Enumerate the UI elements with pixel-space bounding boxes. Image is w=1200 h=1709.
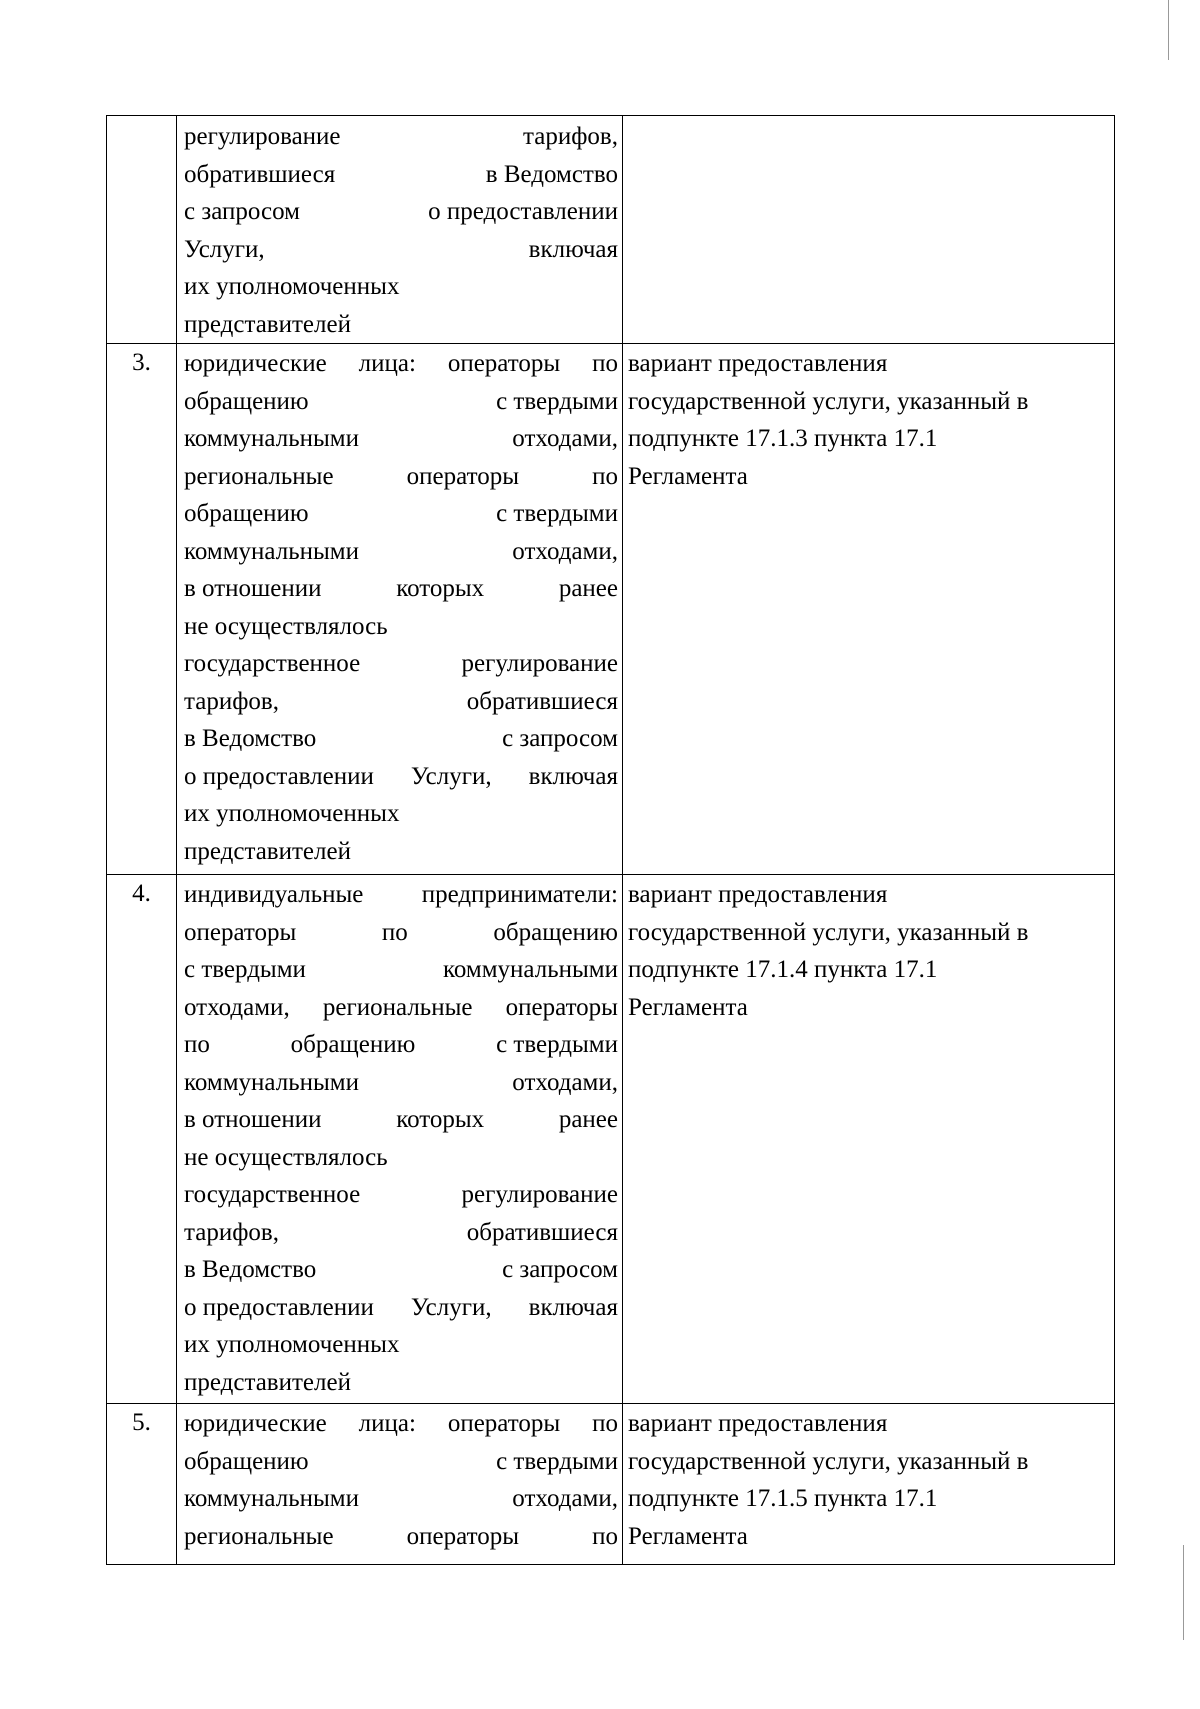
description-word: включая	[528, 762, 618, 790]
description-line	[184, 458, 618, 496]
description-word: региональные	[184, 1522, 334, 1550]
description-line	[184, 570, 618, 608]
description-word: о предоставлении	[184, 762, 374, 790]
row-number	[107, 116, 177, 344]
description-word: включая	[528, 1293, 618, 1321]
description-line	[184, 1251, 618, 1289]
service-variant-cell	[623, 875, 1115, 1404]
description-word: ранее	[558, 575, 618, 602]
description-word: отходами,	[184, 993, 290, 1021]
table-row	[107, 1404, 1115, 1565]
description-word: операторы	[184, 918, 297, 946]
description-word: регулирование	[461, 650, 618, 677]
description-word: представителей	[184, 1368, 351, 1396]
description-line	[184, 193, 618, 231]
applicant-description-cell	[177, 875, 623, 1404]
variant-line: государственной услуги, указанный в	[628, 1447, 1029, 1475]
description-word: Услуги,	[410, 1293, 492, 1321]
description-line	[184, 383, 618, 421]
description-line	[184, 156, 618, 194]
description-word: с запросом	[184, 198, 300, 225]
description-word: по	[592, 462, 618, 490]
description-word: с твердыми	[496, 1031, 618, 1058]
description-word: регулирование	[184, 123, 341, 150]
description-line	[184, 533, 618, 571]
service-variant-cell	[623, 116, 1115, 344]
description-line	[184, 1176, 618, 1214]
description-word: в Ведомство	[184, 1256, 317, 1283]
description-word: с запросом	[502, 725, 618, 752]
description-word: представителей	[184, 310, 351, 338]
variant-line: вариант предоставления	[628, 1410, 888, 1437]
description-word: юридические	[184, 350, 327, 377]
description-line	[184, 683, 618, 721]
description-word: в Ведомство	[485, 160, 618, 188]
description-word: обратившиеся	[466, 1218, 618, 1246]
description-line	[184, 876, 618, 914]
description-word: включая	[528, 235, 618, 263]
description-word: обращению	[184, 387, 309, 415]
description-line	[184, 833, 618, 871]
description-line	[184, 345, 618, 383]
description-word: операторы	[406, 462, 519, 490]
description-word: обратившиеся	[184, 160, 336, 188]
variant-line: подпункте 17.1.3 пункта 17.1	[628, 425, 938, 452]
description-line	[184, 758, 618, 796]
description-word: региональные	[184, 462, 334, 490]
description-word: не осуществлялось	[184, 1143, 388, 1171]
variant-line: вариант предоставления	[628, 881, 888, 908]
description-line	[184, 989, 618, 1027]
description-word: по	[184, 1031, 210, 1058]
description-line	[184, 1364, 618, 1402]
description-word: индивидуальные	[184, 881, 364, 908]
variant-line: вариант предоставления	[628, 350, 888, 377]
description-word: отходами,	[512, 1485, 618, 1512]
description-word: отходами,	[512, 537, 618, 565]
description-word: с твердыми	[496, 1447, 618, 1475]
description-word: по	[592, 1410, 618, 1437]
description-word: которых	[396, 1106, 485, 1133]
description-word: коммунальными	[184, 537, 359, 565]
description-word: коммунальными	[184, 425, 359, 452]
description-line	[184, 306, 618, 344]
description-word: которых	[396, 575, 485, 602]
description-line	[184, 1518, 618, 1556]
description-word: не осуществлялось	[184, 612, 388, 640]
description-word: лица:	[358, 350, 416, 377]
description-word: представителей	[184, 837, 351, 865]
description-word: с твердыми	[496, 500, 618, 527]
services-table	[106, 115, 1115, 1565]
description-word: тарифов,	[184, 1218, 279, 1246]
description-word: операторы	[505, 993, 618, 1021]
description-line	[184, 1289, 618, 1327]
row-number: 3.	[107, 344, 177, 875]
description-word: отходами,	[512, 1068, 618, 1096]
description-word: по	[592, 350, 618, 377]
description-word: о предоставлении	[428, 198, 618, 225]
description-line	[184, 231, 618, 269]
description-word: регулирование	[461, 1181, 618, 1208]
applicant-description-cell	[177, 344, 623, 875]
description-word: с твердыми	[496, 387, 618, 415]
table-row	[107, 116, 1115, 344]
description-word: юридические	[184, 1410, 327, 1437]
description-word: операторы	[447, 1410, 561, 1437]
description-word: по	[381, 918, 408, 946]
description-line	[184, 1326, 618, 1364]
description-word: тарифов,	[184, 687, 279, 715]
description-word: операторы	[406, 1522, 519, 1550]
description-word: Услуги,	[410, 762, 492, 790]
description-word: лица:	[358, 1410, 416, 1437]
service-variant-cell	[623, 1404, 1115, 1565]
description-line	[184, 1405, 618, 1443]
variant-line: подпункте 17.1.4 пункта 17.1	[628, 956, 938, 983]
description-word: коммунальными	[184, 1068, 359, 1096]
description-word: с запросом	[502, 1256, 618, 1283]
description-word: Услуги,	[184, 235, 265, 263]
description-word: обращению	[290, 1031, 416, 1058]
table-row	[107, 875, 1115, 1404]
description-word: обращению	[184, 500, 309, 527]
description-line	[184, 1214, 618, 1252]
scan-edge-mark	[1183, 1545, 1184, 1640]
applicant-description-cell	[177, 1404, 623, 1565]
table-row	[107, 344, 1115, 875]
description-word: обращению	[184, 1447, 309, 1475]
variant-line: Регламента	[628, 462, 748, 490]
description-line	[184, 1139, 618, 1177]
description-word: коммунальными	[184, 1485, 359, 1512]
description-word: региональные	[322, 993, 473, 1021]
description-word: в отношении	[184, 1106, 322, 1133]
description-word: обращению	[493, 918, 618, 946]
variant-line: Регламента	[628, 1522, 748, 1550]
description-word: по	[592, 1522, 618, 1550]
description-line	[184, 795, 618, 833]
description-word: их уполномоченных	[184, 1331, 400, 1358]
description-line	[184, 268, 618, 306]
service-variant-cell	[623, 344, 1115, 875]
description-word: их уполномоченных	[184, 800, 400, 827]
description-word: операторы	[447, 350, 561, 377]
row-number: 5.	[107, 1404, 177, 1565]
variant-line: государственной услуги, указанный в	[628, 918, 1029, 946]
variant-line: государственной услуги, указанный в	[628, 387, 1029, 415]
description-word: государственное	[184, 1181, 361, 1208]
description-line	[184, 420, 618, 458]
description-word: их уполномоченных	[184, 273, 400, 300]
description-word: отходами,	[512, 425, 618, 452]
description-word: обратившиеся	[466, 687, 618, 715]
description-word: коммунальными	[443, 956, 618, 983]
description-word: предприниматели:	[421, 881, 618, 908]
description-line	[184, 1443, 618, 1481]
description-line	[184, 951, 618, 989]
description-line	[184, 1026, 618, 1064]
variant-line: подпункте 17.1.5 пункта 17.1	[628, 1485, 938, 1512]
table-body	[107, 116, 1115, 1565]
scan-edge-mark	[1168, 0, 1169, 60]
applicant-description-cell	[177, 116, 623, 344]
description-line	[184, 1064, 618, 1102]
description-line	[184, 1101, 618, 1139]
description-line	[184, 495, 618, 533]
description-line	[184, 720, 618, 758]
description-word: ранее	[558, 1106, 618, 1133]
row-number: 4.	[107, 875, 177, 1404]
description-word: о предоставлении	[184, 1293, 374, 1321]
variant-line: Регламента	[628, 993, 748, 1021]
description-word: с твердыми	[184, 956, 306, 983]
description-line	[184, 118, 618, 156]
description-word: в Ведомство	[184, 725, 317, 752]
description-word: в отношении	[184, 575, 322, 602]
description-line	[184, 645, 618, 683]
description-line	[184, 608, 618, 646]
description-word: государственное	[184, 650, 361, 677]
description-word: тарифов,	[523, 123, 618, 150]
description-line	[184, 1480, 618, 1518]
description-line	[184, 914, 618, 952]
